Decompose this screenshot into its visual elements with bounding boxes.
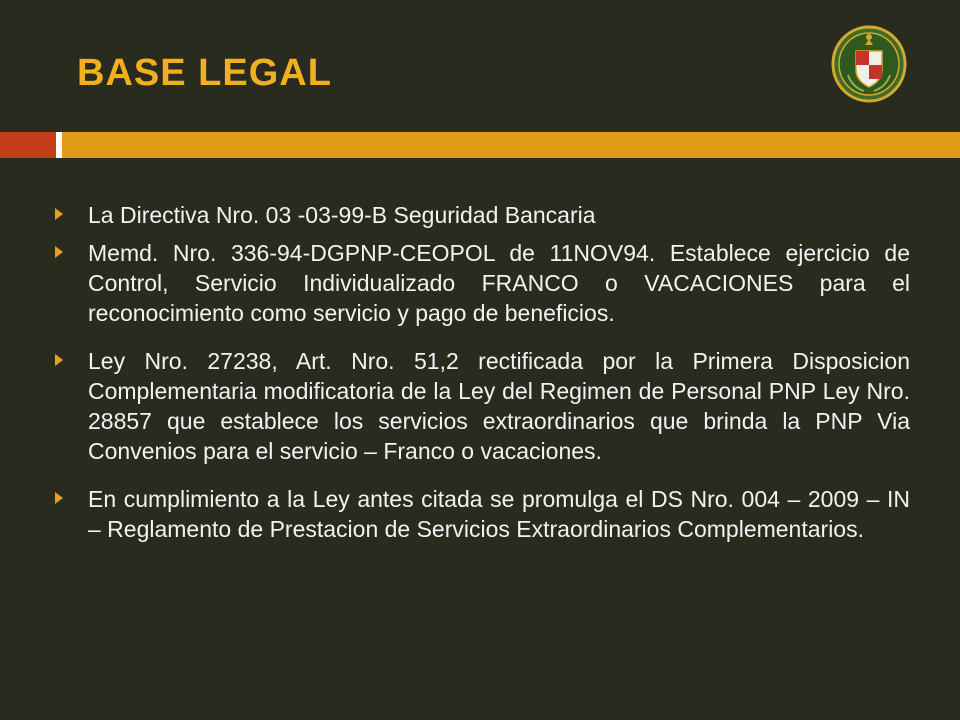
list-item — [55, 238, 910, 328]
arrow-bullet-icon — [55, 492, 63, 504]
police-shield-emblem-icon — [830, 25, 908, 103]
accent-bar-red — [0, 132, 56, 158]
list-item — [55, 484, 910, 544]
arrow-bullet-icon — [55, 354, 63, 366]
list-item-text: La Directiva Nro. 03 -03-99-B Seguridad Bancaria — [88, 202, 596, 228]
list-item-text: En cumplimiento a la Ley antes citada se promulga el DS Nro. 004 – 2009 – IN – Reglamento de Prestacion de Servicios Extraordinarios Complementarios. — [88, 486, 910, 542]
accent-bar-orange — [62, 132, 960, 158]
list-item-text: Ley Nro. 27238, Art. Nro. 51,2 rectificada por la Primera Disposicion Complementaria modificatoria de la Ley del Regimen de Personal PNP Ley Nro. 28857 que establece los servicios extraordinarios que brinda la PNP Via Convenios para el servicio – Franco o vacaciones. — [88, 348, 910, 464]
arrow-bullet-icon — [55, 246, 63, 258]
list-item — [55, 200, 910, 230]
arrow-bullet-icon — [55, 208, 63, 220]
slide-title: BASE LEGAL — [77, 52, 332, 94]
bullet-list — [55, 200, 910, 562]
list-item-text: Memd. Nro. 336-94-DGPNP-CEOPOL de 11NOV94. Establece ejercicio de Control, Servicio Individualizado FRANCO o VACACIONES para el reconocimiento como servicio y pago de beneficios. — [88, 240, 910, 326]
list-item — [55, 346, 910, 466]
